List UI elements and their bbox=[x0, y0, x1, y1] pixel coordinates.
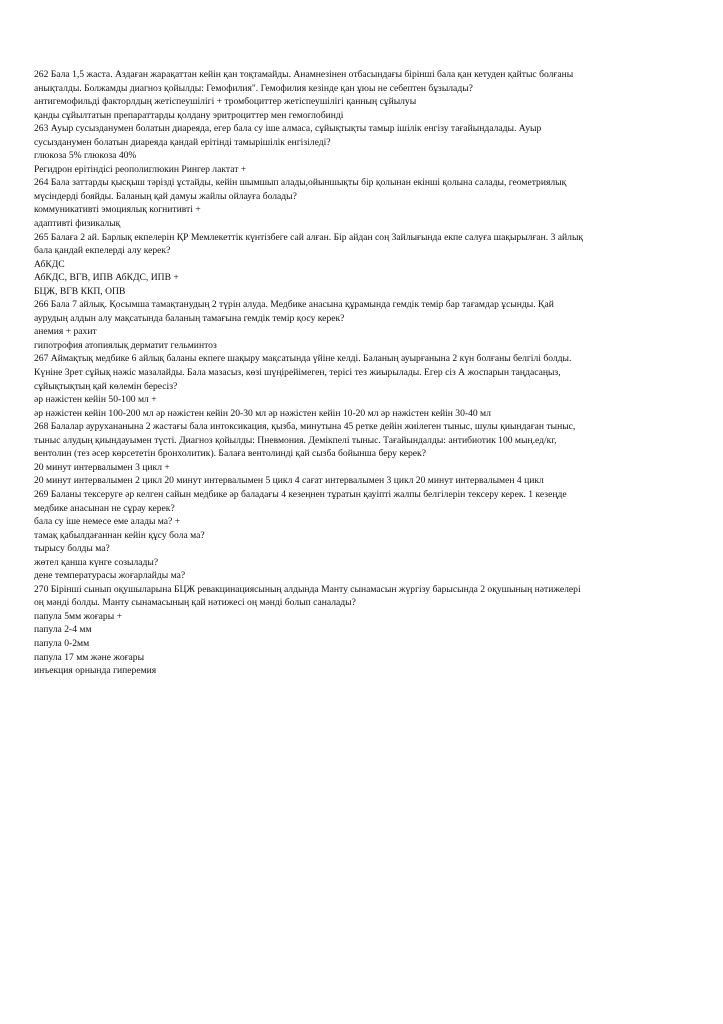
text-line: бала қандай екпелерді алу керек? bbox=[34, 245, 171, 257]
question-line: 267 Аймақтық медбике 6 айлық баланы екпеге шақыру мақсатында үйіне келді. Баланың ауырғанына 2 күн болғаны белгілі болды. bbox=[34, 353, 572, 365]
text-line: 20 минут интервалымен 2 цикл 20 минут интервалымен 5 цикл 4 сағат интервалымен 3 цикл 20 минут интервалымен 4 цикл bbox=[34, 475, 544, 487]
text-line: тырысу болды ма? bbox=[34, 543, 110, 555]
question-line: 265 Балаға 2 ай. Барлық екпелерін ҚР Мемлекеттік күнтізбеге сай алған. Бір айдан соң 3айлығында екпе салуға шақырылған. 3 айлық bbox=[34, 231, 584, 243]
text-line: вентолин (тез әсер көрсететін бронхолитик). Балаға вентолинді қай сызба бойынша беру керек? bbox=[34, 448, 426, 460]
question-line: 264 Бала заттарды қысқыш тәрізді ұстайды, кейін шымшып алады,ойыншықты бір қолынан екінші қолына салады, геометриялық bbox=[34, 177, 567, 189]
text-line: Күніне 3рет сұйық нәжіс мазалайды. Бала мазасыз, көзі шүңірейімеген, терісі тез жиырылады. Егер сіз А жоспарын таңдасаңыз, bbox=[34, 367, 561, 379]
text-line: БЦЖ, ВГВ ККП, ОПВ bbox=[34, 285, 126, 297]
document-body bbox=[34, 68, 679, 678]
text-line: дене температурасы жоғарлайды ма? bbox=[34, 570, 186, 582]
text-line: глюкоза 5% глюкоза 40% bbox=[34, 150, 137, 162]
text-line: АбКДС bbox=[34, 258, 65, 270]
text-line: анемия + рахит bbox=[34, 326, 97, 338]
question-line: 269 Баланы тексеруге әр келген сайын медбике әр баладағы 4 кезеңнен тұратын қауіпті жалпы белгілерін тексеру керек. 1 кезеңде bbox=[34, 488, 567, 500]
text-line: мүсіндерді бояйды. Баланың қай дамуы жайлы ойлауға болады? bbox=[34, 190, 297, 202]
text-line: Регидрон ерітіндісі реополиглюкин Рингер лактат + bbox=[34, 163, 247, 175]
text-line: папула 5мм жоғары + bbox=[34, 610, 122, 622]
text-line: тамақ қабылдағаннан кейін құсу бола ма? bbox=[34, 529, 205, 541]
text-line: медбике анасынан не сұрау керек? bbox=[34, 502, 175, 514]
text-line: сусызданумен болатын диареяда қандай ерітінді тамырішілік енгізіледі? bbox=[34, 136, 331, 148]
text-line: АбКДС, ВГВ, ИПВ АбКДС, ИПВ + bbox=[34, 272, 179, 284]
text-line: инъекция орнында гиперемия bbox=[34, 665, 157, 677]
question-line: 270 Бірінші сынып оқушыларына БЦЖ ревакцинациясының алдында Манту сынамасын жүргізу барысында 2 оқушының нәтижелері bbox=[34, 583, 581, 595]
text-line: адаптивті физикалық bbox=[34, 218, 121, 230]
text-line: антигемофильді факторлдың жетіспеушілігі + тромбоциттер жетіспеушілігі қанның сұйылуы bbox=[34, 96, 417, 108]
text-line: әр нәжістен кейін 100-200 мл әр нәжістен кейін 20-30 мл әр нәжістен кейін 10-20 мл әр нәжістен кейін 30-40 мл bbox=[34, 407, 491, 419]
text-line: қанды сұйылтатын препараттарды қолдану эритроциттер мен гемоглобинді bbox=[34, 109, 344, 121]
text-line: аурудың алдын алу мақсатында баланың тамағына гемдік темір қосу керек? bbox=[34, 312, 345, 324]
text-line: папула 2-4 мм bbox=[34, 624, 92, 636]
question-line: 262 Бала 1,5 жаста. Аздаған жарақаттан кейін қан тоқтамайды. Анамнезінен отбасындағы бірінші бала қан кетуден қайтыс болғаны bbox=[34, 69, 574, 80]
text-line: анықталды. Болжамды диагноз қойылды: Гемофилия". Гемофилия кезінде қан ұюы не себептен бұзылады? bbox=[34, 82, 473, 94]
text-line: гипотрофия атопиялық дерматит гельминтоз bbox=[34, 339, 217, 351]
text-line: сұйықтықтың қай көлемін бересіз? bbox=[34, 380, 178, 392]
text-line: 20 минут интервалымен 3 цикл + bbox=[34, 461, 170, 473]
text-line: папула 0-2мм bbox=[34, 637, 90, 649]
question-line: 268 Балалар аурухананына 2 жастағы бала интоксикация, қызба, минутына 45 ретке дейін жиілеген тыныс, шулы қиындаған тыныс, bbox=[34, 421, 576, 433]
text-line: жөтел қанша күнге созылады? bbox=[34, 556, 159, 568]
question-line: 263 Ауыр сусызданумен болатын диареяда, егер бала су іше алмаса, сұйықтықты тамыр ішілік енгізу тағайындалады. Ауыр bbox=[34, 123, 542, 135]
question-line: 266 Бала 7 айлық. Қосымша тамақтанудың 2 түрін алуда. Медбике анасына құрамында гемдік темір бар тағамдар ұсынды. Қай bbox=[34, 299, 554, 311]
text-line: әр нәжістен кейін 50-100 мл + bbox=[34, 394, 157, 406]
text-line: оң мәнді болды. Манту сынамасының қай нәтижесі оң мәнді болып саналады? bbox=[34, 597, 356, 609]
text-line: бала су іше немесе еме алады ма? + bbox=[34, 516, 181, 528]
text-line: папула 17 мм және жоғары bbox=[34, 651, 145, 663]
text-line: коммуникативті эмоциялық когнитивті + bbox=[34, 204, 201, 216]
text-line: тыныс алудың қиындауымен түсті. Диагноз қойылды: Пневмония. Демікпелі тыныс. Тағайындалды: антибиотик 100 мың.ед/кг, bbox=[34, 434, 557, 446]
